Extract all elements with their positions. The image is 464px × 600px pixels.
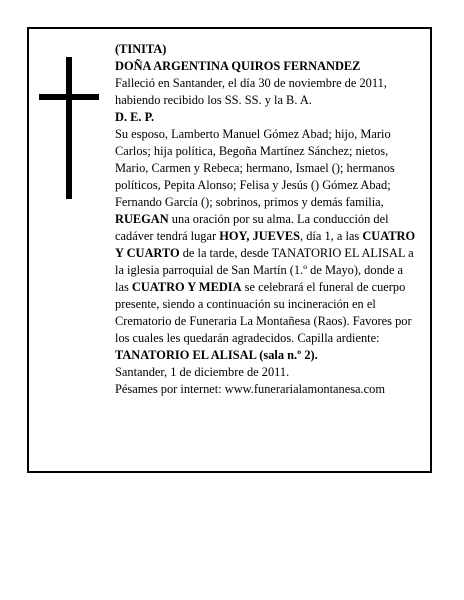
- cuatro-y-media-text: CUATRO Y MEDIA: [131, 280, 242, 294]
- ruegan-text: RUEGAN: [115, 212, 169, 226]
- notice-text: [115, 41, 417, 398]
- request-text-2: , día 1, a las: [300, 229, 363, 243]
- condolences-line: Pésames por internet: www.funerarialamontanesa.com: [115, 382, 385, 396]
- request-text-1: una oración por su alma. La conducción del cadáver tendrá lugar: [115, 212, 389, 243]
- request-paragraph: [115, 211, 417, 347]
- chapel-line: TANATORIO EL ALISAL (sala n.º 2).: [115, 348, 318, 362]
- obituary-notice: [27, 27, 432, 473]
- deceased-name: DOÑA ARGENTINA QUIROS FERNANDEZ: [115, 59, 361, 73]
- request-text-4: se celebrará el funeral de cuerpo presente, siendo a continuación su incineración en el Crematorio de Funeraria La Montañesa (Raos). Favores por los cuales les quedarán agradecidos. Capilla ardiente:: [115, 280, 412, 345]
- request-text-3: de la tarde, desde TANATORIO EL ALISAL a la iglesia parroquial de San Martín (1.º de Mayo), donde a las: [115, 246, 414, 294]
- hoy-jueves-text: HOY, JUEVES: [219, 229, 301, 243]
- cuatro-y-cuarto-text: CUATRO Y CUARTO: [115, 229, 416, 260]
- dep-line: D. E. P.: [115, 110, 155, 124]
- death-line: Falleció en Santander, el día 30 de noviembre de 2011, habiendo recibido los SS. SS. y la B. A.: [115, 76, 387, 107]
- nickname: (TINITA): [115, 42, 167, 56]
- date-line: Santander, 1 de diciembre de 2011.: [115, 365, 290, 379]
- family-list: Su esposo, Lamberto Manuel Gómez Abad; hijo, Mario Carlos; hija política, Begoña Martínez Sánchez; nietos, Mario, Carmen y Rebeca; hermano, Ismael (); hermanos políticos, Pepita Alonso; Felisa y Jesús () Gómez Abad; Fernando García (); sobrinos, primos y demás familia,: [115, 127, 395, 209]
- cross-icon: [39, 57, 99, 199]
